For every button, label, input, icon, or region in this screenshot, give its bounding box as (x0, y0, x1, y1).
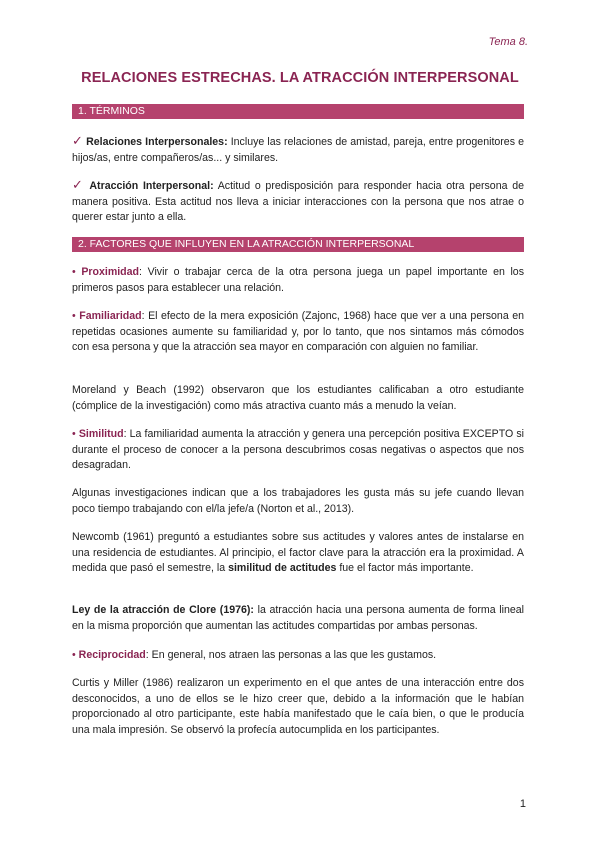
bullet-icon: • (72, 266, 76, 278)
page-number: 1 (519, 798, 526, 810)
paragraph-text: : En general, nos atraen las personas a las que les gustamos. (145, 649, 437, 661)
paragraph-proximidad (72, 265, 524, 296)
paragraph-curtis-miller: Curtis y Miller (1986) realizaron un experimento en el que antes de una interacción entre dos desconocidos, a uno de ellos se le hizo creer que, debido a la información que le habían proporcionado al otro participante, este había manifestado que le caía bien, o que le producía una mala impresión. Se observó la profecía autocumplida en los participantes. (72, 677, 524, 736)
paragraph-familiaridad (72, 309, 524, 356)
section-heading-terminos: 1. TÉRMINOS (72, 104, 524, 119)
paragraph-newcomb (72, 530, 524, 577)
paragraph-text: : El efecto de la mera exposición (Zajonc, 1968) hace que ver a una persona en repetidas ocasiones aumente su familiaridad y, por lo tanto, que nos sintamos más cómodos con esa persona y que la atracción sea mayor en comparación con alguien no familiar. (72, 310, 525, 353)
term-ley-clore: Ley de la atracción de Clore (1976): (72, 604, 254, 616)
section-heading-factores: 2. FACTORES QUE INFLUYEN EN LA ATRACCIÓN INTERPERSONAL (72, 237, 524, 252)
paragraph-clore (72, 603, 524, 634)
paragraph-text: Newcomb (1961) preguntó a estudiantes sobre sus actitudes y valores antes de instalarse en una residencia de estudiantes. Al principio, el factor clave para la atracción era la proximidad. A medida que pasó el semestre, la (72, 531, 524, 574)
term-proximidad: Proximidad (81, 266, 140, 278)
paragraph-text: la atracción hacia una persona aumenta de forma lineal en la misma proporción que aumentan las actitudes compartidas por ambas personas. (72, 604, 524, 632)
paragraph-reciprocidad (72, 648, 524, 664)
term-reciprocidad: Reciprocidad (78, 649, 146, 661)
bullet-icon: • (72, 649, 76, 661)
term-similitud: Similitud (78, 428, 124, 440)
definition-text: Actitud o predisposición para responder hacia otra persona de manera positiva. Esta actitud nos lleva a iniciar interacciones con la persona que nos atrae o querer estar junto a ella. (72, 180, 524, 223)
bullet-icon: • (72, 310, 76, 322)
paragraph-relaciones-interpersonales (72, 133, 524, 166)
term-atraccion-interpersonal: Atracción Interpersonal: (89, 180, 214, 192)
paragraph-atraccion-interpersonal (72, 177, 524, 226)
paragraph-moreland: Moreland y Beach (1992) observaron que los estudiantes calificaban a otro estudiante (cómplice de la investigación) como más atractiva cuanto más a menudo la veían. (72, 384, 524, 412)
term-relaciones-interpersonales: Relaciones Interpersonales: (86, 136, 228, 148)
term-familiaridad: Familiaridad (79, 310, 142, 322)
paragraph-text: fue el factor más importante. (336, 562, 474, 574)
check-icon: ✓ (72, 133, 84, 148)
term-similitud-actitudes: similitud de actitudes (228, 562, 337, 574)
paragraph-investigaciones: Algunas investigaciones indican que a los trabajadores les gusta más su jefe cuando llevan poco tiempo trabajando con el/la jefe/a (Norton et al., 2013). (72, 487, 524, 515)
paragraph-text: : Vivir o trabajar cerca de la otra persona juega un papel importante en los primeros pasos para establecer una relación. (72, 266, 525, 294)
page-title: RELACIONES ESTRECHAS. LA ATRACCIÓN INTERPERSONAL (81, 70, 519, 86)
check-icon: ✓ (72, 177, 85, 192)
paragraph-similitud (72, 427, 524, 474)
definition-text: Incluye las relaciones de amistad, pareja, entre progenitores e hijos/as, entre compañeros/as... y similares. (72, 136, 524, 164)
topic-label: Tema 8. (488, 36, 528, 48)
bullet-icon: • (72, 428, 76, 440)
paragraph-text: : La familiaridad aumenta la atracción y genera una percepción positiva EXCEPTO si durante el proceso de conocer a la persona descubrimos cosas negativas o aspectos que nos desagradan. (72, 428, 524, 471)
